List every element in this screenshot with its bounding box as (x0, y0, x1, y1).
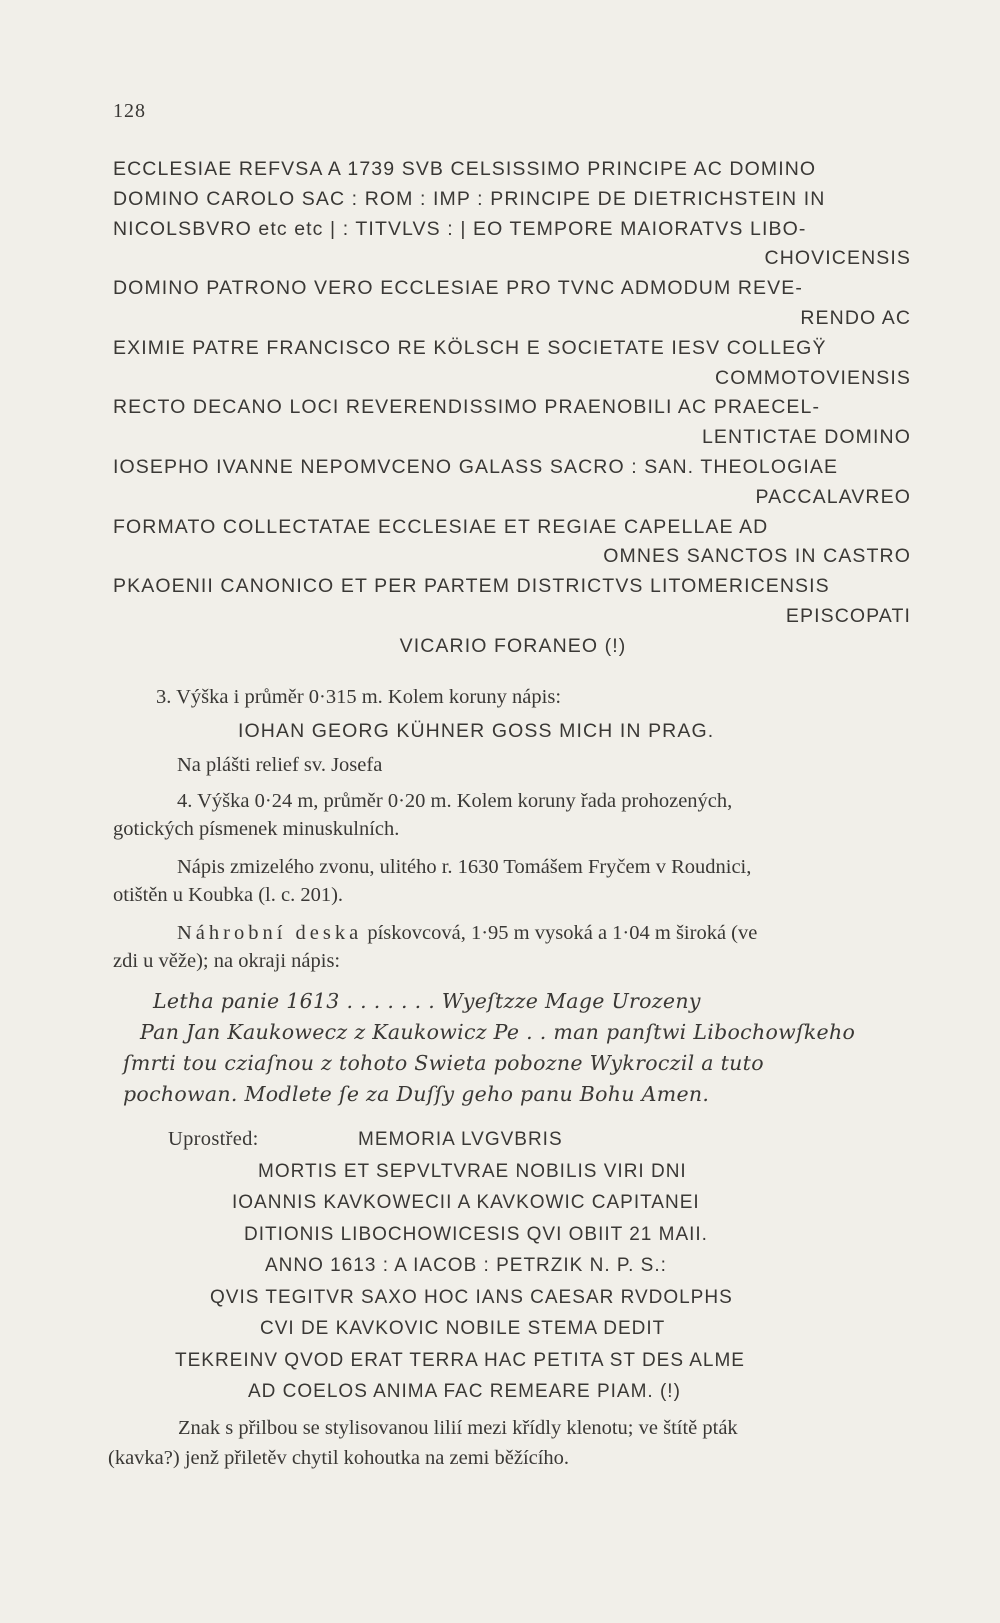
lost-bell-section (113, 853, 915, 909)
inscription-line: NICOLSBVRO etc etc | : TITVLVS : | EO TEMPORE MAIORATVS LIBO- (113, 217, 807, 240)
blackletter-line: Pan Jan Kaukowecz z Kaukowicz Pe . . man panſtwi Libochowſkeho (140, 1020, 856, 1044)
final-line: Znak s přilbou se stylisovanou lilií mezi křídly klenotu; ve štítě pták (178, 1417, 738, 1439)
inscription-line: ECCLESIAE REFVSA A 1739 SVB CELSISSIMO PRINCIPE AC DOMINO (113, 158, 817, 180)
bell-4-line: 4. Výška 0·24 m, průměr 0·20 m. Kolem koruny řada prohozených, (177, 790, 733, 812)
inscription-line: RECTO DECANO LOCI REVERENDISSIMO PRAENOBILI AC PRAECEL- (113, 396, 821, 419)
bell-4-section (113, 787, 915, 843)
bell-3-description: 3. Výška i průměr 0·315 m. Kolem koruny nápis: (156, 686, 562, 708)
memoria-line: QVIS TEGITVR SAXO HOC IANS CAESAR RVDOLPHS (210, 1286, 733, 1308)
inscription-line: VICARIO FORANEO (!) (399, 634, 627, 657)
inscription-line: COMMOTOVIENSIS (715, 366, 911, 389)
memoria-line: MEMORIA LVGVBRIS (358, 1129, 563, 1150)
tomb-slab-section (113, 919, 915, 975)
bell-3-relief: Na plášti relief sv. Josefa (177, 754, 383, 776)
blackletter-line: ſmrti tou cziaſnou z tohoto Swieta pobozne Wykroczil a tuto (123, 1051, 764, 1075)
inscription-line: IOSEPHO IVANNE NEPOMVCENO GALASS SACRO : SAN. THEOLOGIAE (113, 455, 839, 478)
final-line: (kavka?) jenž přiletěv chytil kohoutka na zemi běžícího. (108, 1447, 570, 1469)
bell-inscription-block (113, 155, 913, 662)
slab-heading: Náhrobní deska (177, 922, 363, 944)
slab-line: pískovcová, 1·95 m vysoká a 1·04 m široká (ve (362, 922, 758, 944)
bell-4-line: gotických písmenek minuskulních. (113, 818, 400, 840)
lost-bell-line: otištěn u Koubka (l. c. 201). (113, 884, 344, 906)
inscription-line: LENTICTAE DOMINO (701, 426, 911, 449)
inscription-line: RENDO AC (800, 306, 911, 329)
blackletter-line: Letha panie 1613 . . . . . . . Wyeſtzze Mage Urozeny (153, 989, 701, 1013)
blackletter-inscription (113, 986, 913, 1110)
inscription-line: DOMINO CAROLO SAC : ROM : IMP : PRINCIPE DE DIETRICHSTEIN IN (113, 187, 826, 210)
memoria-inscription (120, 1124, 910, 1408)
inscription-line: PACCALAVREO (755, 485, 911, 508)
middle-label: Uprostřed: (168, 1128, 259, 1150)
inscription-line: OMNES SANCTOS IN CASTRO (603, 545, 911, 568)
memoria-line: CVI DE KAVKOVIC NOBILE STEMA DEDIT (260, 1318, 666, 1339)
slab-line: zdi u věže); na okraji nápis: (113, 950, 341, 972)
memoria-line: IOANNIS KAVKOWECII A KAVKOWIC CAPITANEI (232, 1192, 700, 1213)
bell-3-inscription: IOHAN GEORG KÜHNER GOSS MICH IN PRAG. (238, 720, 715, 742)
memoria-line: ANNO 1613 : A IACOB : PETRZIK N. P. S.: (265, 1255, 667, 1276)
inscription-line: PKAOENII CANONICO ET PER PARTEM DISTRICTVS LITOMERICENSIS (113, 575, 830, 598)
inscription-line: DOMINO PATRONO VERO ECCLESIAE PRO TVNC ADMODUM REVE- (113, 277, 803, 300)
inscription-line: CHOVICENSIS (764, 247, 911, 270)
coat-of-arms-description (108, 1413, 918, 1473)
memoria-line: TEKREINV QVOD ERAT TERRA HAC PETITA ST DES ALME (175, 1349, 745, 1371)
inscription-line: EPISCOPATI (785, 604, 911, 627)
inscription-line: EXIMIE PATRE FRANCISCO RE KÖLSCH E SOCIETATE IESV COLLEGŸ (113, 336, 827, 359)
page-number: 128 (113, 100, 146, 122)
memoria-line: DITIONIS LIBOCHOWICESIS QVI OBIIT 21 MAII. (244, 1223, 708, 1245)
memoria-line: MORTIS ET SEPVLTVRAE NOBILIS VIRI DNI (258, 1160, 687, 1182)
memoria-line: AD COELOS ANIMA FAC REMEARE PIAM. (!) (248, 1381, 681, 1402)
lost-bell-line: Nápis zmizelého zvonu, ulitého r. 1630 Tomášem Fryčem v Roudnici, (177, 856, 752, 878)
blackletter-line: pochowan. Modlete ſe za Duſſy geho panu Bohu Amen. (123, 1082, 710, 1106)
bell-3-section (113, 683, 915, 779)
inscription-line: FORMATO COLLECTATAE ECCLESIAE ET REGIAE CAPELLAE AD (113, 515, 769, 538)
